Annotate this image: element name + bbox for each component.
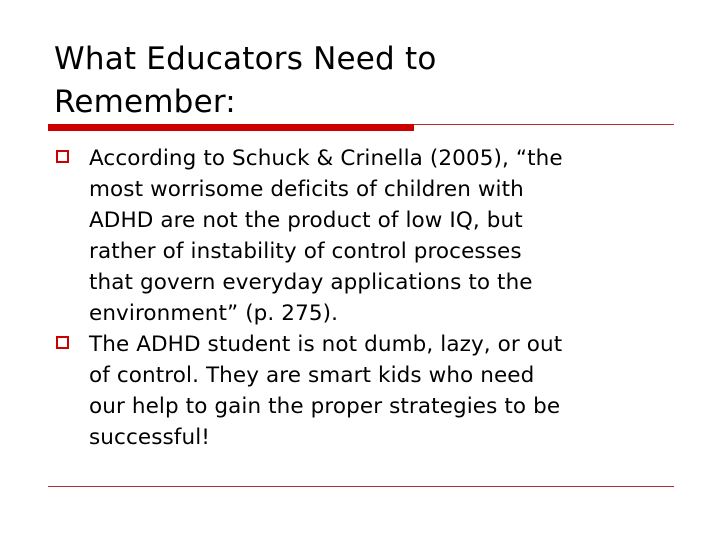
bullet-text-line: environment” (p. 275). (89, 301, 339, 326)
bullet-text-line: most worrisome deficits of children with (89, 177, 524, 202)
bullet-text-line: successful! (89, 425, 210, 450)
bullet-text-line: that govern everyday applications to the (89, 270, 533, 295)
title-underline-accent (48, 124, 414, 131)
bottom-rule (48, 486, 674, 487)
slide-title-line-2: Remember: (54, 84, 236, 120)
bullet-list (54, 143, 674, 453)
slide-title (54, 38, 674, 124)
bullet-text-line: ADHD are not the product of low IQ, but (89, 208, 523, 233)
bullet-item-student (54, 329, 674, 453)
bullet-text-line: rather of instability of control processes (89, 239, 522, 264)
bullet-text-line: According to Schuck & Crinella (2005), “the (89, 146, 563, 171)
square-bullet-icon (56, 336, 69, 349)
slide-title-line-1: What Educators Need to (54, 41, 437, 77)
square-bullet-icon (56, 150, 69, 163)
bullet-text-line: our help to gain the proper strategies to be (89, 394, 561, 419)
bullet-item-quote (54, 143, 674, 329)
bullet-text-line: The ADHD student is not dumb, lazy, or out (89, 332, 563, 357)
bullet-text-line: of control. They are smart kids who need (89, 363, 535, 388)
